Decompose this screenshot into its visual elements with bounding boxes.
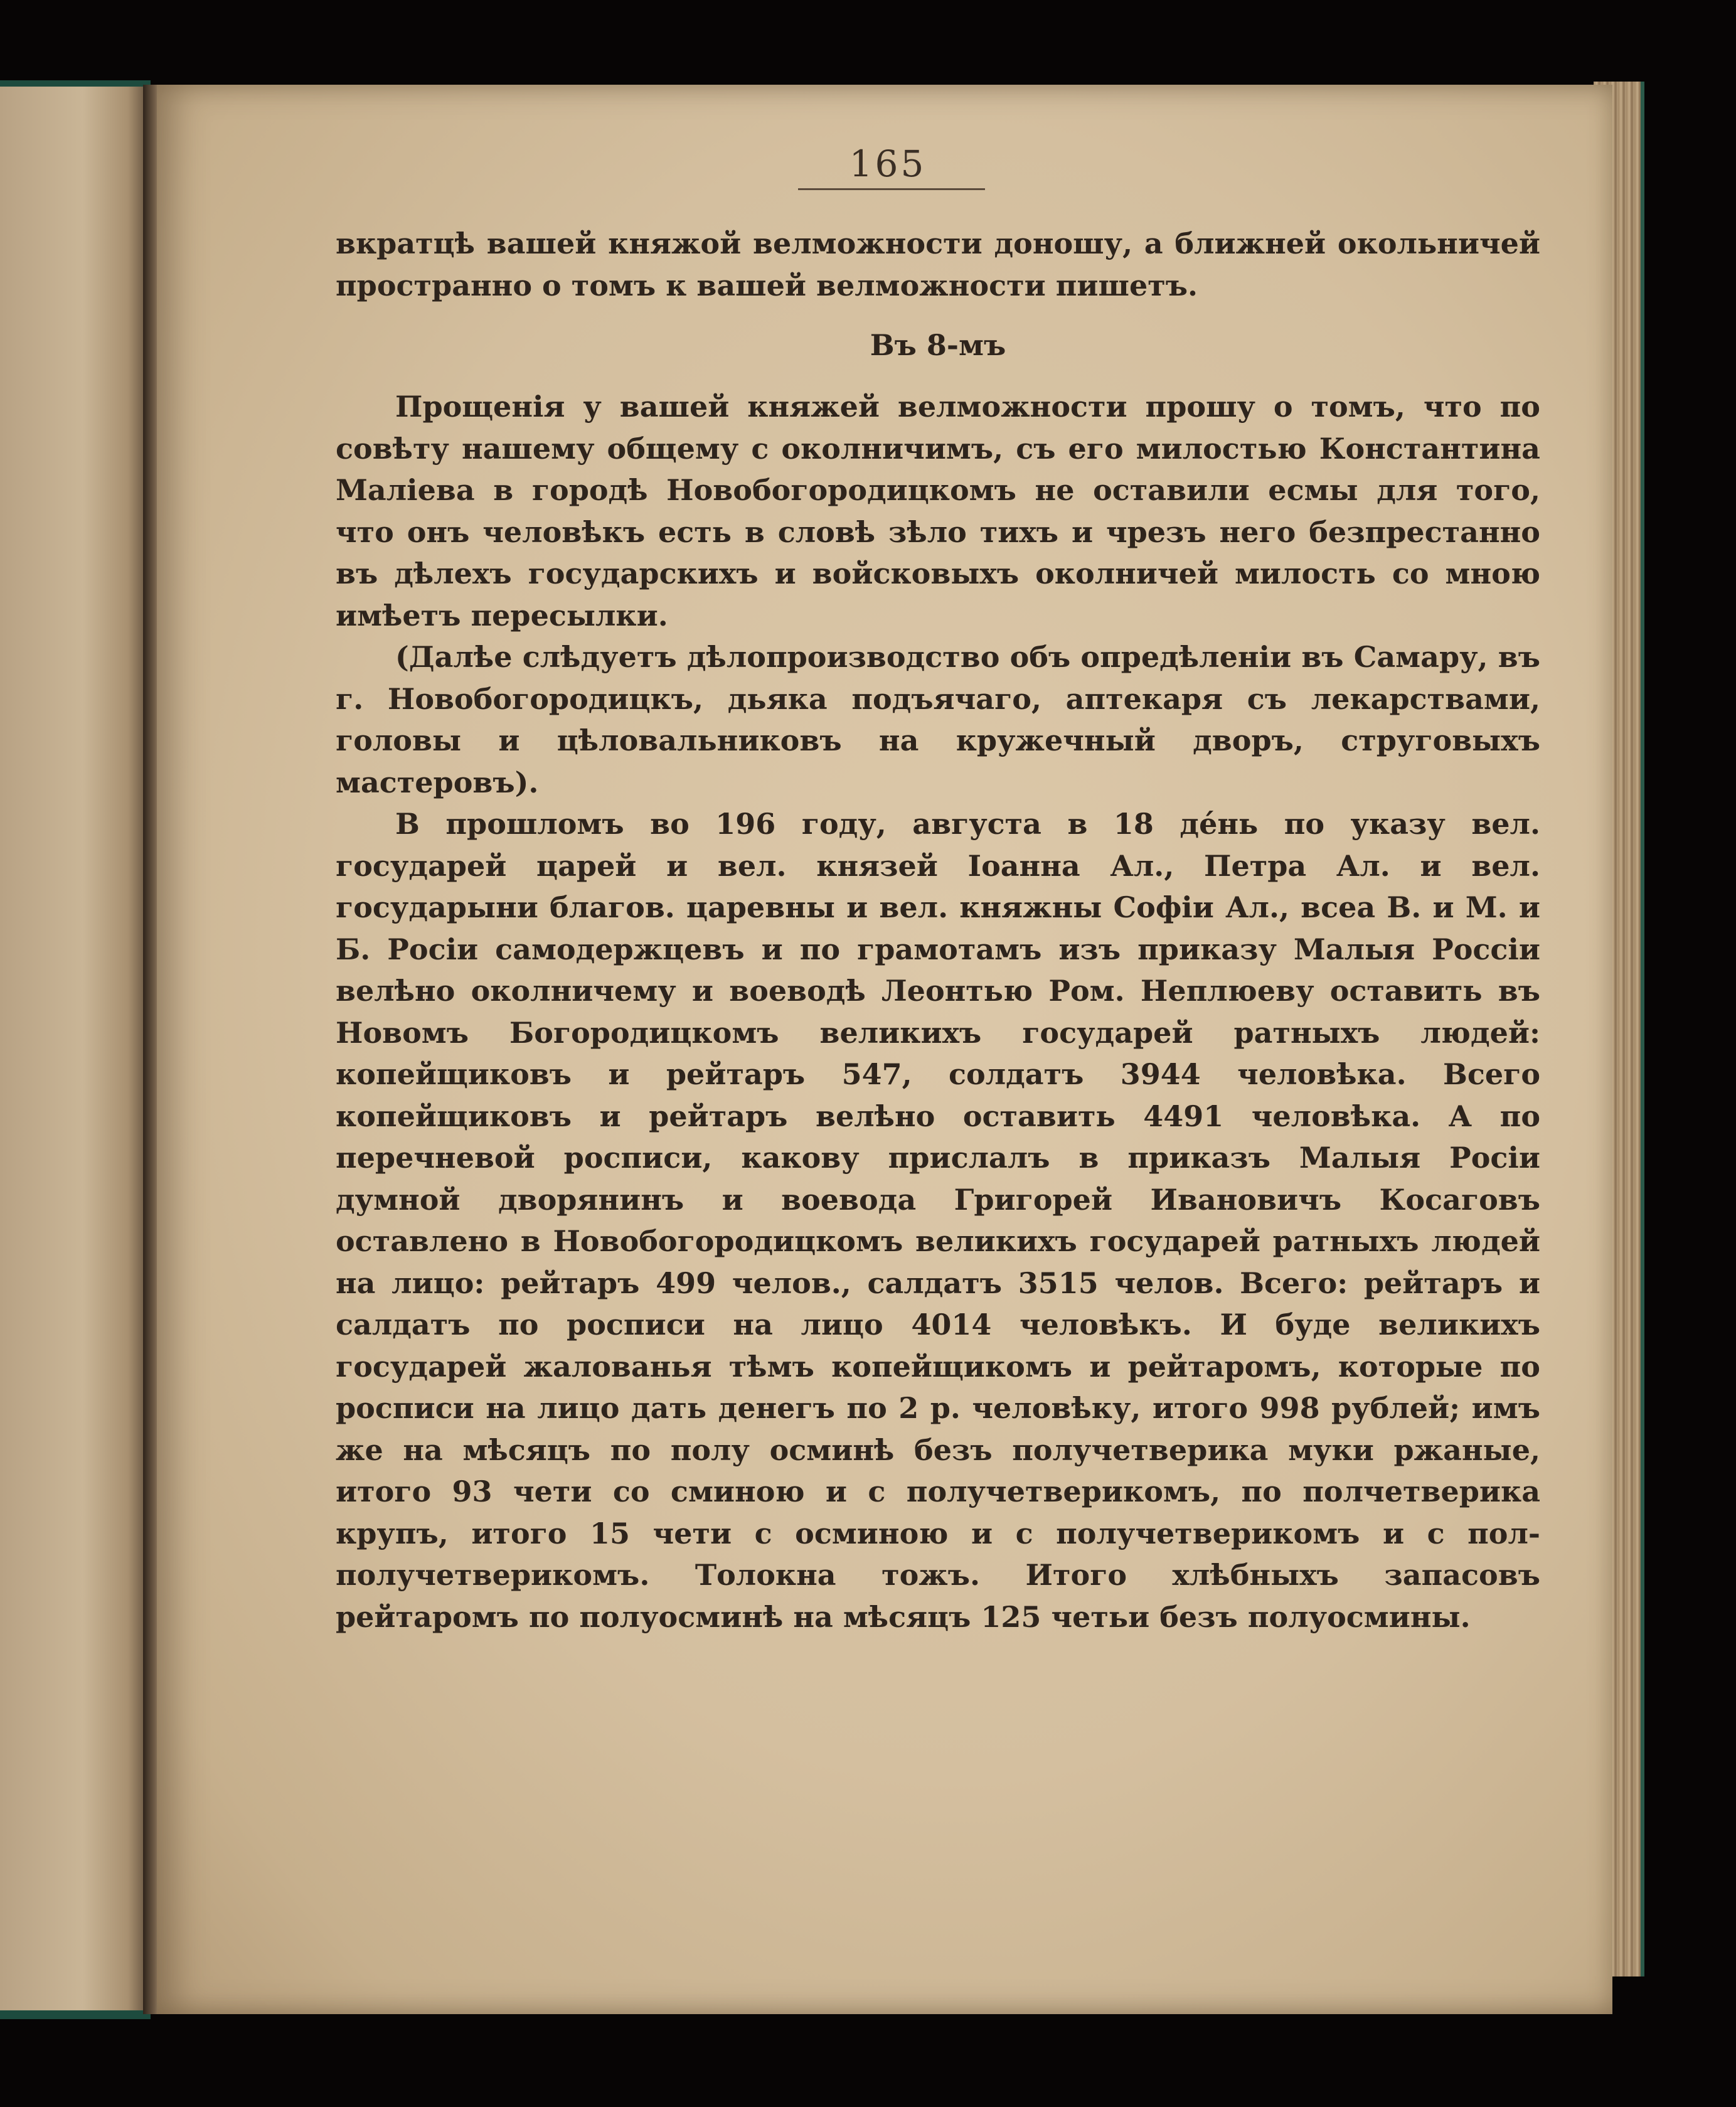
left-facing-page xyxy=(0,80,151,2019)
paragraph: Прощенія у вашей княжей велможности прошу о томъ, что по совѣту нашему общему с околничимъ, съ его милостью Константина Маліева в городѣ Новобогородицкомъ не оставили есмы для того, что онъ человѣкъ есть в словѣ зѣло тихъ и чрезъ него безпрестанно въ дѣлехъ государскихъ и войсковыхъ околничей милость со мною имѣетъ пересылки. xyxy=(336,390,1540,632)
paragraph: (Далѣе слѣдуетъ дѣлопроизводство объ опредѣленіи въ Самару, въ г. Новобогородицкъ, дьяка подъячаго, аптекаря съ лекарствами, головы и цѣловальниковъ на кружечный дворъ, струговыхъ мастеровъ). xyxy=(336,640,1540,799)
paragraph: В прошломъ во 196 году, августа в 18 де́нь по указу вел. государей царей и вел. князей Іоанна Ал., Петра Ал. и вел. государыни благов. царевны и вел. княжны Софіи Ал., всеа В. и М. и Б. Росіи самодержцевъ и по грамотамъ изъ приказу Малыя Россіи велѣно околничему и воеводѣ Леонтью Ром. Неплюеву оставить въ Новомъ Богородицкомъ великихъ государей ратныхъ людей: копейщиковъ и рейтаръ 547, солдатъ 3944 человѣка. Всего копейщиковъ и рейтаръ велѣно оставить 4491 человѣка. А по перечневой росписи, какову прислалъ в приказъ Малыя Росіи думной дворянинъ и воевода Григорей Ивановичъ Косаговъ оставлено в Новобогородицкомъ великихъ государей ратныхъ людей на лицо: рейтаръ 499 челов., салдатъ 3515 челов. Всего: рейтаръ и салдатъ по росписи на лицо 4014 человѣкъ. И буде великихъ государей жалованья тѣмъ копейщикомъ и рейтаромъ, которые по росписи на лицо дать денегъ по 2 р. человѣку, итого 998 рублей; имъ же на мѣсяцъ по полу осминѣ безъ получетверика муки ржаные, итого 93 чети со сминою и с получетверикомъ, по полчетверика крупъ, итого 15 чети с осминою и с получетверикомъ и с пол-получетверикомъ. Толокна тожъ. Итого хлѣбныхъ запасовъ рейтаромъ по полуосминѣ на мѣсяцъ 125 четьи безъ полуосмины. xyxy=(336,807,1540,1634)
opening-text xyxy=(336,223,1540,306)
opening-paragraph: вкратцѣ вашей княжой велможности доношу, а ближней окольничей пространно о томъ к вашей велможности пишетъ. xyxy=(336,227,1540,302)
page-number: 165 xyxy=(849,142,927,185)
section-heading: Въ 8-мъ xyxy=(870,328,1006,362)
body-text xyxy=(336,386,1540,1638)
right-page xyxy=(157,85,1612,2014)
page-number-rule xyxy=(798,188,985,190)
